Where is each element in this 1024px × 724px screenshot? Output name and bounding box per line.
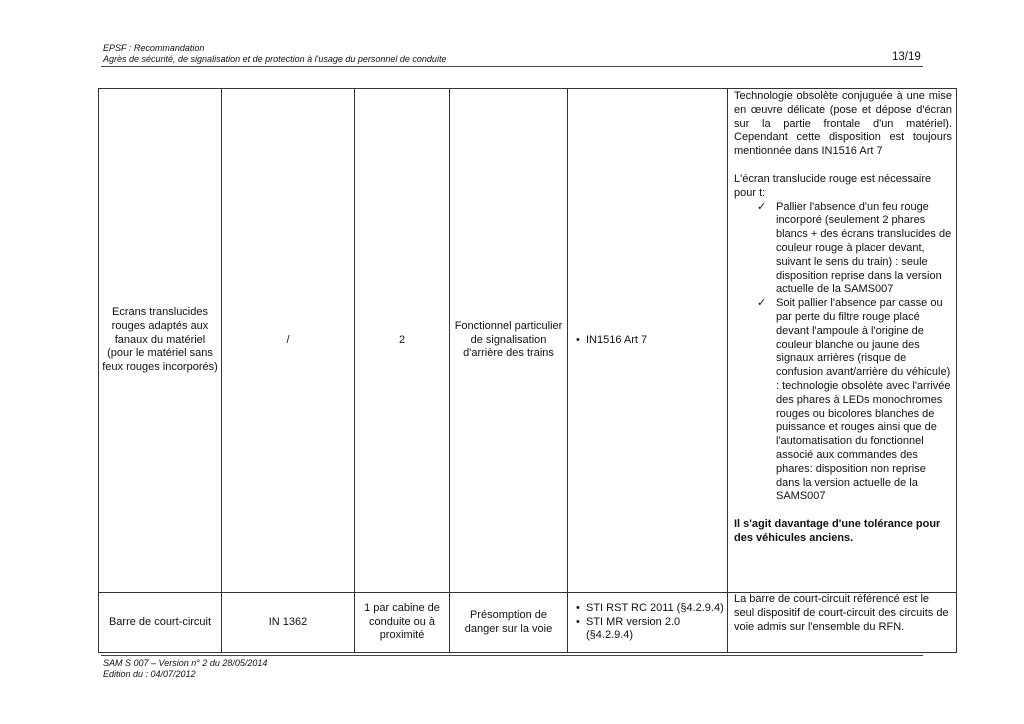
equipment-table [98,88,957,653]
observation-paragraph: L'écran translucide rouge est nécessaire pour t: [734,172,932,199]
check-item-text: Pallier l'absence d'un feu rouge incorporé (seulement 2 phares blancs + des écrans translucides de couleur rouge à placer devant, suivant le sens du train) : seule disposition reprise dans la version actuelle de la SAMS007 [776,200,952,296]
page-header [103,43,446,65]
cell-citations [568,593,728,653]
header-divider [101,66,923,67]
footer-divider [101,655,923,656]
page-footer [103,658,267,680]
check-item [757,200,952,298]
citation-item: • IN1516 Art 7 [576,334,724,348]
cell-quantite: 2 [355,89,450,593]
cell-fonction: Fonctionnel particulier de signalisation d'arrière des trains [450,89,568,593]
cell-agres: Ecrans translucides rouges adaptés aux fanaux du matériel (pour le matériel sans feux rouges incorporés) [99,89,222,593]
cell-reference: IN 1362 [222,593,355,653]
check-list [734,201,952,505]
footer-version: SAM S 007 – Version n° 2 du 28/05/2014 [103,658,268,668]
cell-citations [568,89,728,593]
check-item [757,297,952,504]
cell-quantite: 1 par cabine de conduite ou à proximité [355,593,450,653]
check-mark-icon: ✓ [757,200,767,213]
check-item-text: Soit pallier l'absence par casse ou par perte du filtre rouge placé devant l'ampoule à l'origine de couleur blanche ou jaune des signaux arrières (risque de confusion avant/arrière du véhicule) : technologie obsolète avec l'arrivée des phares à LEDs monochromes rouges ou bicolores blanches de puissance et rouges ainsi que de l'automatisation du fonctionnel associé aux commandes des phares: disposition non reprise dans la version actuelle de la SAMS007 [776,297,951,503]
cell-agres: Barre de court-circuit [99,593,222,653]
header-org: EPSF : Recommandation [103,43,205,53]
cell-observations [728,593,957,653]
check-mark-icon: ✓ [757,297,767,310]
citation-item: • STI RST RC 2011 (§4.2.9.4) [576,602,724,616]
cell-observations [728,89,957,593]
table-row [99,593,957,653]
observation-paragraph: Technologie obsolète conjuguée à une mise en œuvre délicate (pose et dépose d'écran sur la partie frontale d'un matériel). Cependant cette disposition est toujours mentionnée dans IN1516 Art 7 [734,90,952,158]
citation-item: • STI MR version 2.0 (§4.2.9.4) [576,616,724,644]
page-number: 13/19 [892,51,921,63]
table-row [99,89,957,593]
header-title: Agrès de sécurité, de signalisation et de protection à l'usage du personnel de conduite [103,54,447,64]
observation-note: Il s'agit davantage d'une tolérance pour des véhicules anciens. [734,518,941,544]
cell-reference: / [222,89,355,593]
footer-edition: Edition du : 04/07/2012 [103,669,196,679]
observation-paragraph: La barre de court-circuit référencé est le seul dispositif de court-circuit des circuits de voie admis sur l'ensemble du RFN. [734,593,949,633]
cell-fonction: Présomption de danger sur la voie [450,593,568,653]
